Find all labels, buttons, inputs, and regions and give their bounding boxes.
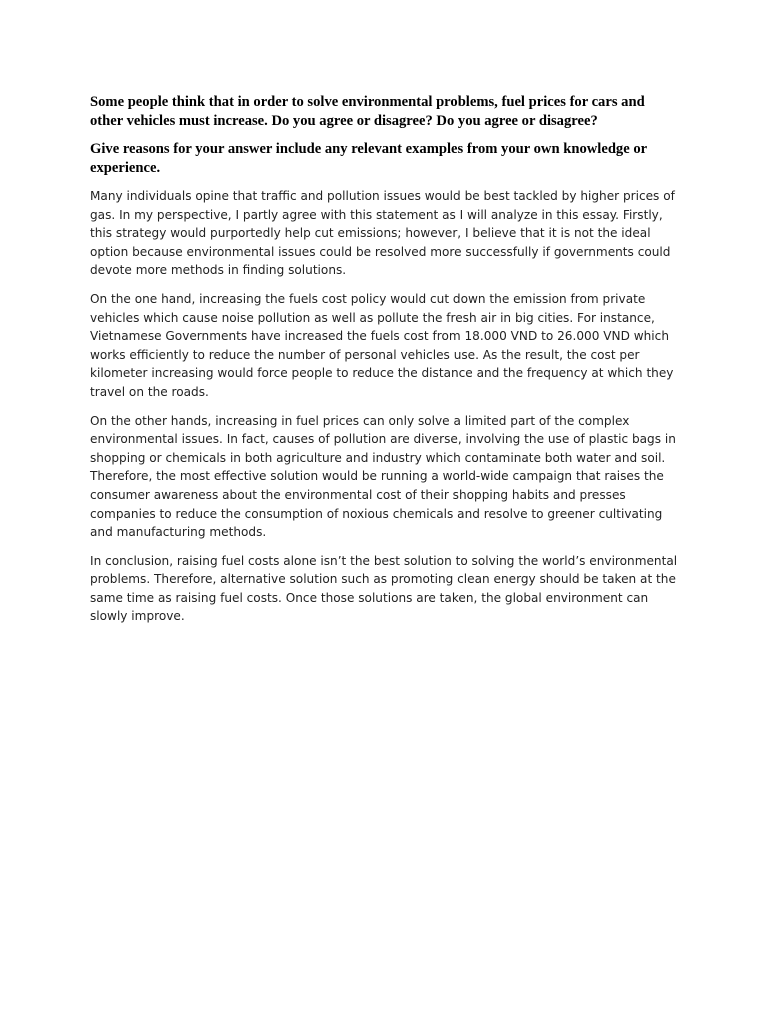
essay-paragraph-body-2: On the other hands, increasing in fuel prices can only solve a limited part of the complex environmental issues. In fact, causes of pollution are diverse, involving the use of plastic bags in shopping or chemicals in both agriculture and industry which contaminate both water and soil. Therefore, the most effective solution would be running a world-wide campaign that raises the consumer awareness about the environmental cost of their shopping habits and presses companies to reduce the consumption of noxious chemicals and resolve to greener cultivating and manufacturing methods.: [90, 413, 676, 540]
essay-prompt-question: Some people think that in order to solve environmental problems, fuel prices for cars and other vehicles must increase. Do you agree or disagree? Do you agree or disagree?: [90, 94, 645, 129]
essay-paragraph-conclusion: In conclusion, raising fuel costs alone isn’t the best solution to solving the world’s environmental problems. Therefore, alternative solution such as promoting clean energy should be taken at the same time as raising fuel costs. Once those solutions are taken, the global environment can slowly improve.: [90, 553, 678, 624]
essay-prompt-instruction: Give reasons for your answer include any relevant examples from your own knowledge or experience.: [90, 141, 647, 176]
essay-paragraph-introduction: Many individuals opine that traffic and pollution issues would be best tackled by higher prices of gas. In my perspective, I partly agree with this statement as I will analyze in this essay. Firstly, this strategy would purportedly help cut emissions; however, I believe that it is not the ideal option because environmental issues could be resolved more successfully if governments could devote more methods in finding solutions.: [90, 189, 675, 278]
essay-paragraph-body-1: On the one hand, increasing the fuels cost policy would cut down the emission from private vehicles which cause noise pollution as well as pollute the fresh air in big cities. For instance, Vietnamese Governments have increased the fuels cost from 18.000 VND to 26.000 VND which works efficiently to reduce the number of personal vehicles use. As the result, the cost per kilometer increasing would force people to reduce the distance and the frequency at which they travel on the roads.: [90, 291, 674, 399]
